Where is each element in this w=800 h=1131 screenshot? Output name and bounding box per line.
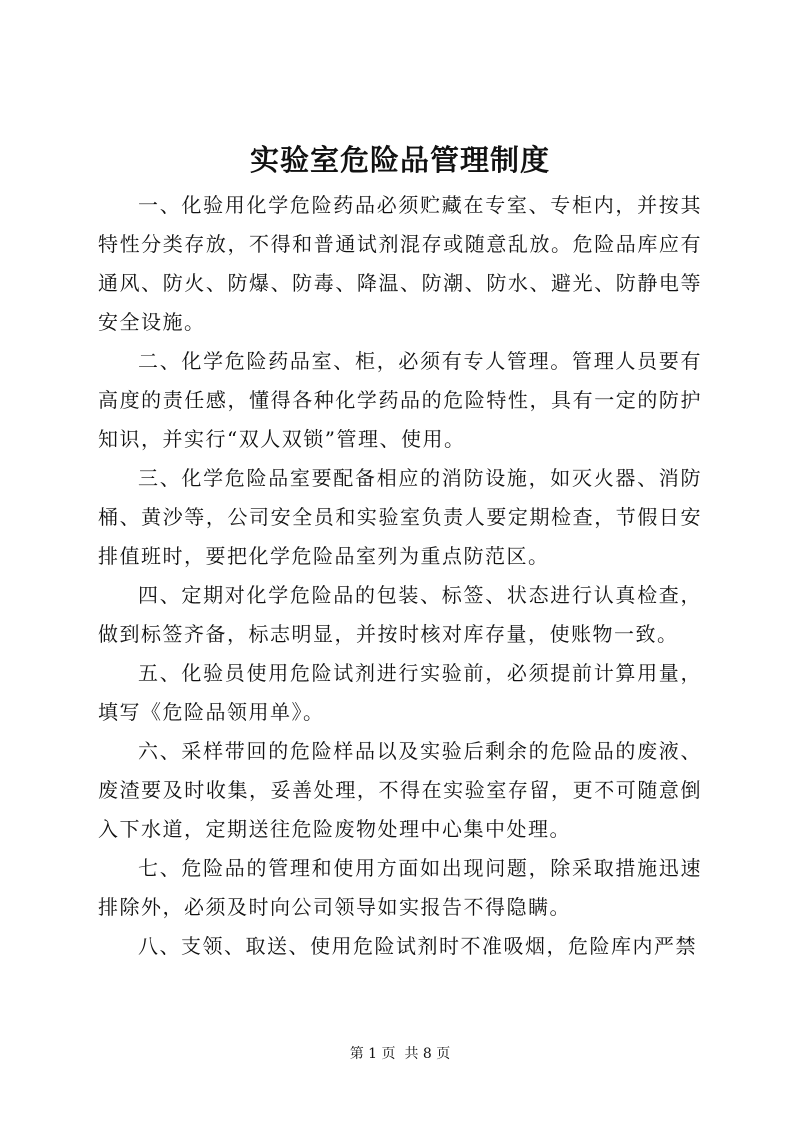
page-number-label: 第 1 页 共 8 页 <box>349 1046 451 1062</box>
paragraph-8: 八、支领、取送、使用危险试剂时不准吸烟，危险库内严禁 <box>138 934 697 958</box>
paragraph-5: 五、化验员使用危险试剂进行实验前，必须提前计算用量，填写《危险品领用单》。 <box>98 661 702 724</box>
document-title: 实验室危险品管理制度 <box>249 143 550 177</box>
paragraph-3: 三、化学危险品室要配备相应的消防设施，如灭火器、消防桶、黄沙等，公司安全员和实验室负责人要定期检查，节假日安排值班时，要把化学危险品室列为重点防范区。 <box>98 466 702 568</box>
paragraph-1: 一、化验用化学危险药品必须贮藏在专室、专柜内，并按其特性分类存放，不得和普通试剂混存或随意乱放。危险品库应有通风、防火、防爆、防毒、降温、防潮、防水、避光、防静电等安全设施。 <box>98 193 702 334</box>
paragraph-6: 六、采样带回的危险样品以及实验后剩余的危险品的废液、废渣要及时收集，妥善处理，不得在实验室存留，更不可随意倒入下水道，定期送往危险废物处理中心集中处理。 <box>98 739 702 841</box>
paragraph-7: 七、危险品的管理和使用方面如出现问题，除采取措施迅速排除外，必须及时向公司领导如实报告不得隐瞒。 <box>98 856 702 919</box>
document-body <box>98 186 702 966</box>
paragraph-2: 二、化学危险药品室、柜，必须有专人管理。管理人员要有高度的责任感，懂得各种化学药品的危险特性，具有一定的防护知识，并实行“双人双锁”管理、使用。 <box>98 349 702 451</box>
paragraph-4: 四、定期对化学危险品的包装、标签、状态进行认真检查，做到标签齐备，标志明显，并按时核对库存量，使账物一致。 <box>98 583 702 646</box>
page-footer <box>0 1044 800 1064</box>
